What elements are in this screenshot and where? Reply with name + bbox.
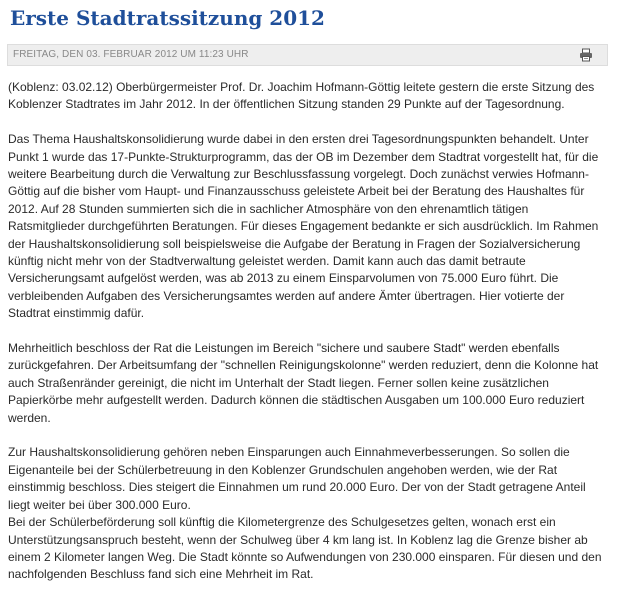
article-paragraph-3: Mehrheitlich beschloss der Rat die Leistungen im Bereich "sichere und saubere Stadt" werden ebenfalls zurückgefahren. Der Arbeitsumfang der "schnellen Reinigungskolonne" werden reduziert, denn die Kolonne hat auch Straßenränder gereinigt, die nicht im Unterhalt der Stadt liegen. Ferner sollen keine zusätzlichen Papierkörbe mehr aufgestellt werden. Dadurch können die städtischen Ausgaben um 100.000 Euro reduziert werden. [8, 341, 599, 425]
article-body [8, 79, 606, 584]
article-paragraph-4: Zur Haushaltskonsolidierung gehören neben Einsparungen auch Einnahmeverbesserungen. So sollen die Eigenanteile bei der Schülerbetreuung in den Koblenzer Grundschulen angehoben werden, wie der Rat einstimmig beschloss. Dies steigert die Einnahmen um rund 20.000 Euro. Der von der Stadt getragene Anteil liegt weiter bei über 300.000 Euro. [8, 445, 586, 512]
article-paragraph-5: Bei der Schülerbeförderung soll künftig die Kilometergrenze des Schulgesetzes gelten, wonach erst ein Unterstützungsanspruch besteht, wenn der Schulweg über 4 km lang ist. In Koblenz lag die Grenze bisher ab einem 2 Kilometer langen Weg. Die Stadt könnte so Aufwendungen von 230.000 einsparen. Für diesen und den nachfolgenden Beschluss fand sich eine Mehrheit im Rat. [8, 515, 602, 582]
article-paragraph-1: (Koblenz: 03.02.12) Oberbürgermeister Prof. Dr. Joachim Hofmann-Göttig leitete gestern die erste Sitzung des Koblenzer Stadtrates im Jahr 2012. In der öffentlichen Sitzung standen 29 Punkte auf der Tagesordnung. [8, 80, 595, 112]
printer-icon[interactable] [579, 48, 593, 62]
article-date: FREITAG, DEN 03. FEBRUAR 2012 UM 11:23 UHR [13, 49, 249, 60]
article-title: Erste Stadtratssitzung 2012 [10, 6, 325, 30]
article-paragraph-2: Das Thema Haushaltskonsolidierung wurde dabei in den ersten drei Tagesordnungspunkten behandelt. Unter Punkt 1 wurde das 17-Punkte-Strukturprogramm, das der OB im Dezember dem Stadtrat vorgestellt hat, für die weitere Bearbeitung durch die Verwaltung zur Beschlussfassung vorgelegt. Doch zunächst verwies Hofmann-Göttig auf die bisher vom Haupt- und Finanzausschuss geleistete Arbeit bei der Beratung des Haushaltes für 2012. Auf 28 Stunden summierten sich die in sachlicher Atmosphäre von den ehrenamtlich tätigen Ratsmitglieder durchgeführten Beratungen. Für dieses Engagement bedankte er sich ausdrücklich. Im Rahmen der Haushaltskonsolidierung soll beispielsweise die Aufgabe der Beratung in Fragen der Sozialversicherung künftig nicht mehr von der Stadtverwaltung geleistet werden. Damit kann auch das damit betraute Versicherungsamt aufgelöst werden, was ab 2013 zu einem Einsparvolumen von 75.000 Euro führt. Die verbleibenden Aufgaben des Versicherungsamtes werden auf andere Ämter übertragen. Hier votierte der Stadtrat einstimmig dafür. [8, 132, 599, 321]
article-meta-bar [7, 44, 608, 66]
printer-icon-svg [579, 48, 593, 62]
